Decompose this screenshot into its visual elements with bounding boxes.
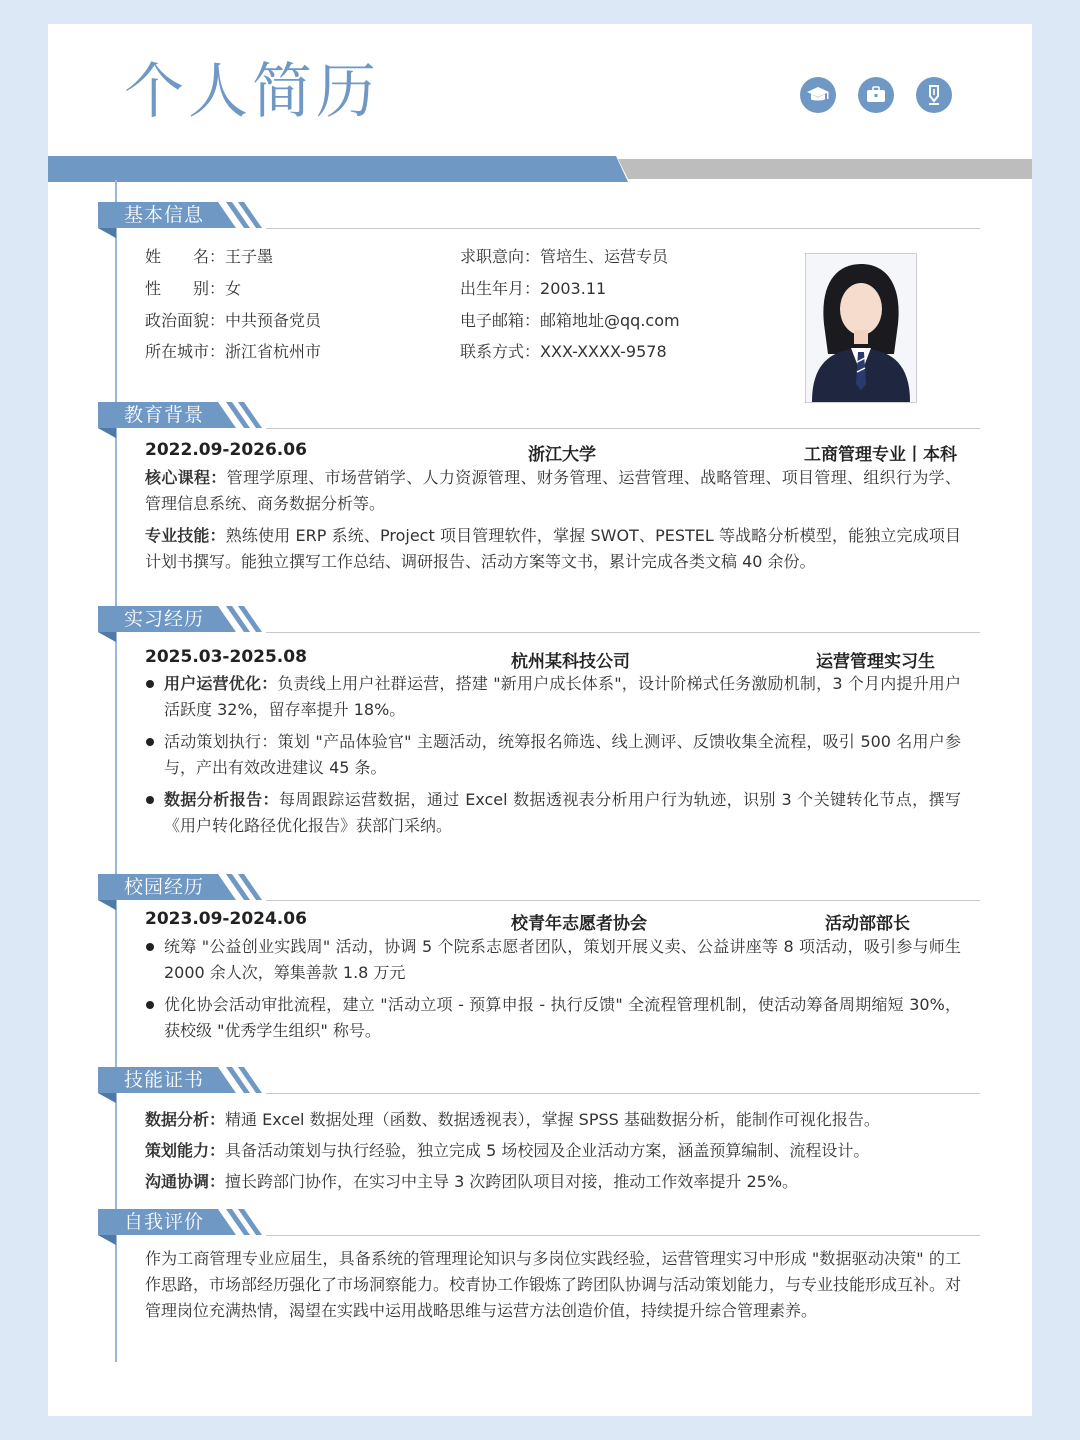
section-divider [266,228,980,229]
skill-item: 数据分析：精通 Excel 数据处理（函数、数据透视表），掌握 SPSS 基础数据分析，能制作可视化报告。 [145,1110,880,1129]
email-value: 邮箱地址@qq.com [540,311,680,330]
section-title: 自我评价 [124,1211,205,1233]
section-divider [266,1093,980,1094]
politics-value: 中共预备党员 [225,311,322,330]
internship-company: 杭州某科技公司 [511,652,630,672]
campus-item: 优化协会活动审批流程，建立 "活动立项 - 预算申报 - 执行反馈" 全流程管理机制，使活动筹备周期缩短 30%，获校级 "优秀学生组织" 称号。 [164,992,961,1044]
section-header-campus [98,874,266,910]
header-icons [800,77,952,113]
profile-photo [805,253,917,403]
campus-period: 2023.09-2024.06 [145,909,307,929]
section-divider [266,1235,980,1236]
internship-item: 用户运营优化：负责线上用户社群运营，搭建 "新用户成长体系"，设计阶梯式任务激励机制，3 个月内提升用户活跃度 32%，留存率提升 18%。 [164,671,961,723]
header-band [48,156,1032,182]
gender-row: 性 别：女 [145,279,242,298]
name-value: 王子墨 [225,247,274,266]
birth-value: 2003.11 [540,279,607,298]
job-value: 管培生、运营专员 [540,247,669,266]
job-row: 求职意向：管培生、运营专员 [460,247,669,266]
pen-icon [916,77,952,113]
gender-value: 女 [225,279,242,298]
campus-header [145,909,961,933]
section-header-internship [98,606,266,642]
education-courses: 核心课程：管理学原理、市场营销学、人力资源管理、财务管理、运营管理、战略管理、项目管理、组织行为学、管理信息系统、商务数据分析等。 [145,468,961,513]
section-header-education [98,402,266,438]
section-divider [266,900,980,901]
section-header-skills [98,1067,266,1103]
section-title: 基本信息 [124,204,205,226]
education-period: 2022.09-2026.06 [145,440,307,460]
section-title: 校园经历 [124,876,205,898]
internship-role: 运营管理实习生 [816,652,935,672]
name-row: 姓 名：王子墨 [145,247,274,266]
section-header-self [98,1209,266,1245]
internship-item: 活动策划执行：策划 "产品体验官" 主题活动，统筹报名筛选、线上测评、反馈收集全流程，吸引 500 名用户参与，产出有效改进建议 45 条。 [164,729,961,781]
self-evaluation: 作为工商管理专业应届生，具备系统的管理理论知识与多岗位实践经验，运营管理实习中形成 "数据驱动决策" 的工作思路，市场部经历强化了市场洞察能力。校青协工作锻炼了跨团队协调与活动策划能力，与专业技能形成互补。对管理岗位充满热情，渴望在实践中运用战略思维与运营方法创造价值，持续提升综合管理素养。 [145,1249,962,1320]
section-divider [266,428,980,429]
section-title: 技能证书 [124,1069,205,1091]
campus-org: 校青年志愿者协会 [511,914,647,934]
section-header-basic [98,202,266,238]
education-header [145,440,961,464]
campus-role: 活动部部长 [825,914,910,934]
phone-value: XXX-XXXX-9578 [540,342,667,361]
politics-row: 政治面貌：中共预备党员 [145,311,322,330]
section-title: 实习经历 [124,608,205,630]
education-major: 工商管理专业丨本科 [804,445,957,465]
campus-item: 统筹 "公益创业实践周" 活动，协调 5 个院系志愿者团队，策划开展义卖、公益讲座等 8 项活动，吸引参与师生 2000 余人次，筹集善款 1.8 万元 [164,934,961,986]
skill-item: 沟通协调：擅长跨部门协作，在实习中主导 3 次跨团队项目对接，推动工作效率提升 25%。 [145,1172,799,1191]
timeline-line [115,180,117,1362]
graduation-cap-icon [800,77,836,113]
city-row: 所在城市：浙江省杭州市 [145,342,322,361]
internship-item: 数据分析报告：每周跟踪运营数据，通过 Excel 数据透视表分析用户行为轨迹，识别 3 个关键转化节点，撰写《用户转化路径优化报告》获部门采纳。 [164,787,961,839]
resume-page [48,24,1032,1416]
section-title: 教育背景 [124,404,205,426]
skill-item: 策划能力：具备活动策划与执行经验，独立完成 5 场校园及企业活动方案，涵盖预算编制、流程设计。 [145,1141,870,1160]
birth-row: 出生年月：2003.11 [460,279,607,298]
internship-period: 2025.03-2025.08 [145,647,307,667]
phone-row: 联系方式：XXX-XXXX-9578 [460,342,667,361]
briefcase-icon [858,77,894,113]
city-value: 浙江省杭州市 [225,342,322,361]
education-skills: 专业技能：熟练使用 ERP 系统、Project 项目管理软件，掌握 SWOT、PESTEL 等战略分析模型，能独立完成项目计划书撰写。能独立撰写工作总结、调研报告、活动方案等文书，累计完成各类文稿 40 余份。 [145,526,961,571]
section-divider [266,632,980,633]
education-school: 浙江大学 [528,445,596,465]
internship-header [145,647,961,671]
page-title: 个人简历 [124,57,380,127]
email-row: 电子邮箱：邮箱地址@qq.com [460,311,680,330]
